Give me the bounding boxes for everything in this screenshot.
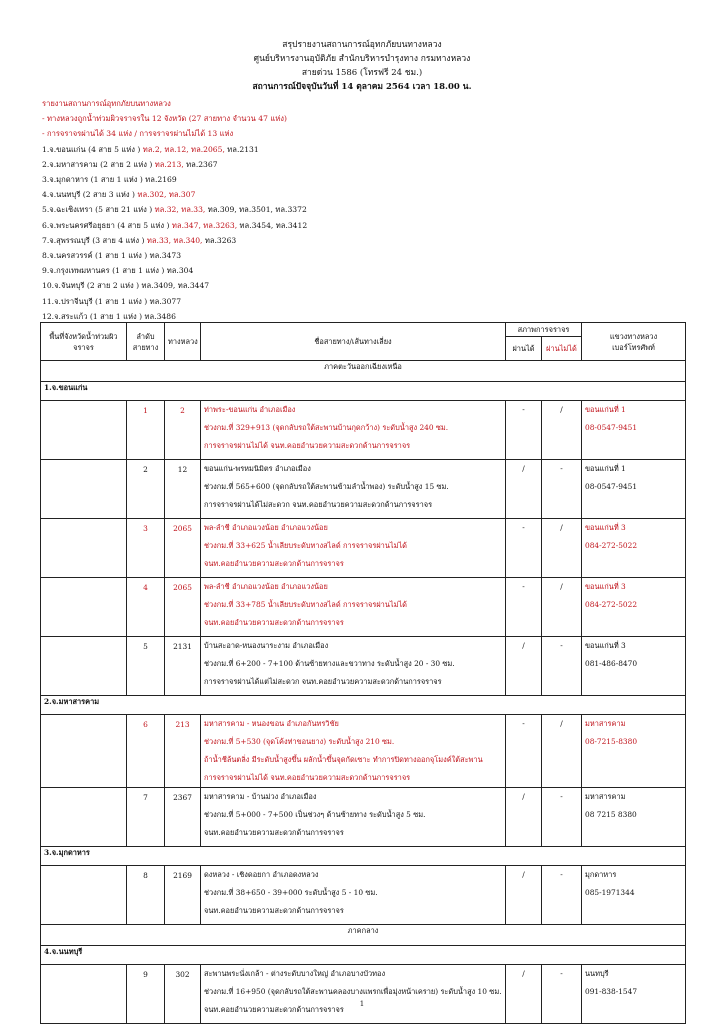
province-name: 9.จ.กรุงเทพมหานคร (1 สาย 1 แห่ง ) (42, 266, 167, 276)
province-open-roads: ทล.304 (166, 266, 194, 276)
table-row (41, 715, 686, 788)
province-open-roads: ทล.3454, ทล.3412 (239, 220, 308, 230)
cell-order: 4 (127, 578, 165, 637)
cell-pass: - (506, 519, 542, 578)
route-line: ช่วงกม.ที่ 5+530 (จุดโค้งท่าขอนยาง) ระดับน้ำสูง 210 ซม. (204, 737, 395, 746)
cell-route (201, 965, 506, 1024)
cell-order: 7 (127, 788, 165, 847)
cell-route (201, 401, 506, 460)
province-line (42, 187, 682, 202)
route-line: จนท.คอยอำนวยความสะดวกด้านการจราจร (204, 559, 344, 568)
district-name: นนทบุรี (585, 969, 609, 978)
cell-pass: / (506, 460, 542, 519)
cell-route (201, 578, 506, 637)
route-line: ดงหลวง - เชิงดอยกา อำเภอดงหลวง (204, 870, 319, 879)
cell-route (201, 460, 506, 519)
cell-nopass: / (542, 578, 582, 637)
province-line (42, 294, 682, 309)
cell-order: 1 (127, 401, 165, 460)
route-line: การจราจรผ่านไม่ได้ จนท.คอยอำนวยความสะดวกด้านการจราจร (204, 773, 411, 782)
cell-order: 2 (127, 460, 165, 519)
province-name: 6.จ.พระนครศรีอยุธยา (4 สาย 5 แห่ง ) (42, 220, 172, 230)
cell-road: 213 (165, 715, 201, 788)
cell-pass: / (506, 866, 542, 925)
cell-route (201, 866, 506, 925)
route-line: ช่วงกม.ที่ 565+600 (จุดกลับรถใต้สะพานข้ามลำน้ำพอง) ระดับน้ำสูง 15 ซม. (204, 482, 449, 491)
cell-province (41, 715, 127, 788)
province-open-roads: ทล.2367 (186, 159, 218, 169)
cell-nopass: / (542, 715, 582, 788)
route-line: จนท.คอยอำนวยความสะดวกด้านการจราจร (204, 828, 344, 837)
province-name: 10.จ.จันทบุรี (2 สาย 2 แห่ง ) (42, 281, 142, 291)
cell-route (201, 519, 506, 578)
summary-block (42, 96, 682, 324)
cell-district (582, 519, 686, 578)
table-row (41, 578, 686, 637)
th-route: ชื่อสายทาง/เส้นทางเลี่ยง (201, 323, 506, 361)
district-name: ขอนแก่นที่ 3 (585, 641, 626, 650)
province-open-roads: ทล.3263 (204, 235, 237, 245)
cell-road: 2 (165, 401, 201, 460)
cell-road: 2169 (165, 866, 201, 925)
province-row (41, 946, 686, 965)
route-line: พล-ลำชี อำเภอแวงน้อย อำเภอแวงน้อย (204, 582, 328, 591)
summary-flooded: - ทางหลวงถูกน้ำท่วมผิวจราจรใน 12 จังหวัด (27 สายทาง จำนวน 47 แห่ง) (42, 114, 287, 124)
cell-road: 12 (165, 460, 201, 519)
th-district (582, 323, 686, 361)
table-row (41, 519, 686, 578)
header-title: สรุปรายงานสถานการณ์อุทกภัยบนทางหลวง (282, 40, 442, 50)
cell-district (582, 460, 686, 519)
cell-nopass: - (542, 637, 582, 696)
header-hotline: สายด่วน 1586 (โทรฟรี 24 ชม.) (301, 68, 423, 78)
province-name: 7.จ.สุพรรณบุรี (3 สาย 4 แห่ง ) (42, 235, 147, 245)
table-row (41, 460, 686, 519)
province-open-roads: ทล.2131 (227, 144, 259, 154)
table-body (41, 361, 686, 1024)
district-phone: 08 7215 8380 (585, 810, 637, 819)
cell-nopass: - (542, 965, 582, 1024)
cell-district (582, 965, 686, 1024)
province-name: 4.จ.นนทบุรี (2 สาย 3 แห่ง ) (42, 190, 138, 200)
district-phone: 08-0547-9451 (585, 482, 638, 491)
province-open-roads: ทล.2169 (145, 175, 177, 185)
cell-nopass: / (542, 519, 582, 578)
route-line: ถ้าน้ำชีล้นตลิ่ง มีระดับน้ำสูงขึ้น ผลักน้ำขึ้นจุดกัดเซาะ ทำการปิดทางออกจุโมงค์ใต้สะพาน (204, 755, 483, 764)
province-label: 4.จ.นนทบุรี (41, 946, 686, 965)
cell-province (41, 401, 127, 460)
province-name: 3.จ.มุกดาหาร (1 สาย 1 แห่ง ) (42, 175, 146, 185)
province-open-roads: ทล.3486 (144, 311, 176, 321)
route-line: ช่วงกม.ที่ 5+000 - 7+500 เป็นช่วงๆ ด้านซ้ายทาง ระดับน้ำสูง 5 ซม. (204, 810, 426, 819)
summary-title: รายงานสถานการณ์อุทกภัยบนทางหลวง (42, 99, 171, 108)
district-name: ขอนแก่นที่ 1 (585, 464, 626, 473)
cell-order: 8 (127, 866, 165, 925)
route-line: มหาสารคาม - บ้านม่วง อำเภอเมือง (204, 792, 317, 801)
district-phone: 081-486-8470 (585, 659, 638, 668)
province-closed-roads: ทล.2, ทล.12, ทล.2065, (142, 144, 228, 154)
district-name: ขอนแก่นที่ 3 (585, 582, 626, 591)
province-name: 12.จ.สระแก้ว (1 สาย 1 แห่ง ) (42, 311, 145, 321)
route-line: ช่วงกม.ที่ 33+625 น้ำเลียบระดับทางสไลด์ การจราจรผ่านไม่ได้ (204, 541, 407, 550)
cell-pass: - (506, 715, 542, 788)
header-datetime: สถานการณ์ปัจจุบันวันที่ 14 ตุลาคม 2564 เวลา 18.00 น. (252, 82, 472, 92)
th-province: พื้นที่จังหวัดน้ำท่วมผิวจราจร (41, 323, 127, 361)
province-name: 8.จ.นครสวรรค์ (1 สาย 1 แห่ง ) (42, 251, 150, 261)
cell-road: 2131 (165, 637, 201, 696)
route-line: ช่วงกม.ที่ 38+650 - 39+000 ระดับน้ำสูง 5 - 10 ซม. (204, 888, 378, 897)
header-agency: ศูนย์บริหารงานอุบัติภัย สำนักบริหารบำรุงทาง กรมทางหลวง (253, 54, 471, 64)
cell-province (41, 866, 127, 925)
table-row (41, 401, 686, 460)
th-traffic: สภาพการจราจร (506, 323, 582, 337)
district-phone: 08-7215-8380 (585, 737, 638, 746)
report-header (0, 38, 724, 94)
cell-order: 6 (127, 715, 165, 788)
cell-road: 2065 (165, 578, 201, 637)
district-name: มหาสารคาม (585, 792, 626, 801)
province-name: 11.จ.ปราจีนบุรี (1 สาย 1 แห่ง ) (42, 296, 150, 306)
province-name: 5.จ.ฉะเชิงเทรา (5 สาย 21 แห่ง ) (42, 205, 155, 215)
th-road: ทางหลวง (165, 323, 201, 361)
cell-nopass: - (542, 866, 582, 925)
table-row (41, 965, 686, 1024)
province-line (42, 202, 682, 217)
th-phone-label: เบอร์โทรศัพท์ (612, 342, 655, 352)
cell-pass: / (506, 637, 542, 696)
route-line: การจราจรผ่านไม่ได้ จนท.คอยอำนวยความสะดวกด้านการจราจร (204, 441, 411, 450)
region-label: ภาคตะวันออกเฉียงเหนือ (41, 361, 686, 382)
district-phone: 085-1971344 (585, 888, 635, 897)
th-district-label: แขวงทางหลวง (609, 331, 658, 341)
table-row (41, 866, 686, 925)
cell-pass: - (506, 401, 542, 460)
cell-order: 3 (127, 519, 165, 578)
province-name: 1.จ.ขอนแก่น (4 สาย 5 แห่ง ) (42, 144, 143, 154)
province-label: 2.จ.มหาสารคาม (41, 696, 686, 715)
route-line: การจราจรผ่านได้ไม่สะดวก จนท.คอยอำนวยความสะดวกด้านการจราจร (204, 500, 433, 509)
province-label: 1.จ.ขอนแก่น (41, 382, 686, 401)
cell-route (201, 637, 506, 696)
province-row (41, 847, 686, 866)
route-line: ท่าพระ-ขอนแก่น อำเภอเมือง (204, 405, 296, 414)
province-closed-roads: ทล.213, (154, 159, 187, 169)
cell-district (582, 788, 686, 847)
cell-district (582, 866, 686, 925)
cell-province (41, 788, 127, 847)
province-name: 2.จ.มหาสารคาม (2 สาย 2 แห่ง ) (42, 159, 155, 169)
district-phone: 084-272-5022 (585, 600, 638, 609)
cell-province (41, 965, 127, 1024)
cell-province (41, 519, 127, 578)
table-row (41, 637, 686, 696)
province-line (42, 278, 682, 293)
route-line: ขอนแก่น-พรหมนิมิตร อำเภอเมือง (204, 464, 311, 473)
cell-order: 9 (127, 965, 165, 1024)
province-closed-roads: ทล.33, ทล.340, (146, 235, 205, 245)
province-line (42, 218, 682, 233)
province-open-roads: ทล.3077 (149, 296, 182, 306)
cell-district (582, 578, 686, 637)
th-order: ลำดับสายทาง (127, 323, 165, 361)
province-line (42, 263, 682, 278)
region-label: ภาคกลาง (41, 925, 686, 946)
district-phone: 091-838-1547 (585, 987, 638, 996)
region-row (41, 361, 686, 382)
cell-order: 5 (127, 637, 165, 696)
region-row (41, 925, 686, 946)
cell-nopass: - (542, 460, 582, 519)
th-pass: ผ่านได้ (506, 337, 542, 361)
cell-road: 2367 (165, 788, 201, 847)
province-line (42, 172, 682, 187)
province-row (41, 696, 686, 715)
province-row (41, 382, 686, 401)
cell-district (582, 401, 686, 460)
province-line (42, 142, 682, 157)
district-phone: 08-0547-9451 (585, 423, 638, 432)
route-line: ช่วงกม.ที่ 16+950 (จุดกลับรถใต้สะพานคลองบางแพรกเพื่อมุ่งหน้าเคราย) ระดับน้ำสูง 10 ซม. (204, 987, 502, 996)
district-name: มหาสารคาม (585, 719, 626, 728)
province-closed-roads: ทล.347, ทล.3263, (171, 220, 240, 230)
cell-route (201, 788, 506, 847)
province-line (42, 157, 682, 172)
province-line (42, 248, 682, 263)
district-name: ขอนแก่นที่ 1 (585, 405, 626, 414)
route-line: ช่วงกม.ที่ 6+200 - 7+100 ด้านซ้ายทางและขวาทาง ระดับน้ำสูง 20 - 30 ซม. (204, 659, 455, 668)
route-line: จนท.คอยอำนวยความสะดวกด้านการจราจร (204, 1005, 344, 1014)
route-line: สะพานพระนั่งเกล้า - ต่างระดับบางใหญ่ อำเภอบางบัวทอง (204, 969, 386, 978)
district-name: มุกดาหาร (585, 870, 617, 879)
flood-table (40, 322, 686, 1024)
province-line (42, 233, 682, 248)
route-line: จนท.คอยอำนวยความสะดวกด้านการจราจร (204, 618, 344, 627)
province-closed-roads: ทล.302, ทล.307 (137, 190, 196, 200)
cell-nopass: / (542, 401, 582, 460)
cell-district (582, 715, 686, 788)
district-phone: 084-272-5022 (585, 541, 638, 550)
province-open-roads: ทล.3409, ทล.3447 (141, 281, 210, 291)
route-line: จนท.คอยอำนวยความสะดวกด้านการจราจร (204, 906, 344, 915)
cell-province (41, 578, 127, 637)
cell-pass: / (506, 965, 542, 1024)
cell-pass: - (506, 578, 542, 637)
page-number: 1 (359, 1000, 365, 1008)
province-label: 3.จ.มุกดาหาร (41, 847, 686, 866)
district-name: ขอนแก่นที่ 3 (585, 523, 626, 532)
table-row (41, 788, 686, 847)
province-closed-roads: ทล.32, ทล.33, (154, 205, 208, 215)
route-line: ช่วงกม.ที่ 33+785 น้ำเลียบระดับทางสไลด์ การจราจรผ่านไม่ได้ (204, 600, 407, 609)
th-nopass: ผ่านไม่ได้ (542, 337, 582, 361)
route-line: บ้านสะอาด-หนองนาระงาม อำเภอเมือง (204, 641, 329, 650)
province-open-roads: ทล.3473 (149, 251, 182, 261)
cell-road: 2065 (165, 519, 201, 578)
cell-road: 302 (165, 965, 201, 1024)
route-line: มหาสารคาม - หนองขอน อำเภอกันทรวิชัย (204, 719, 339, 728)
route-line: ช่วงกม.ที่ 329+913 (จุดกลับรถใต้สะพานบ้านกุดกว้าง) ระดับน้ำสูง 240 ซม. (204, 423, 449, 432)
cell-nopass: - (542, 788, 582, 847)
cell-province (41, 637, 127, 696)
province-open-roads: ทล.309, ทล.3501, ทล.3372 (207, 205, 307, 215)
route-line: พล-ลำชี อำเภอแวงน้อย อำเภอแวงน้อย (204, 523, 328, 532)
cell-province (41, 460, 127, 519)
province-list (42, 142, 682, 324)
cell-pass: / (506, 788, 542, 847)
cell-route (201, 715, 506, 788)
cell-district (582, 637, 686, 696)
summary-passable: - การจราจรผ่านได้ 34 แห่ง / การจราจรผ่านไม่ได้ 13 แห่ง (42, 129, 234, 139)
route-line: การจราจรผ่านได้แต่ไม่สะดวก จนท.คอยอำนวยความสะดวกด้านการจราจร (204, 677, 442, 686)
